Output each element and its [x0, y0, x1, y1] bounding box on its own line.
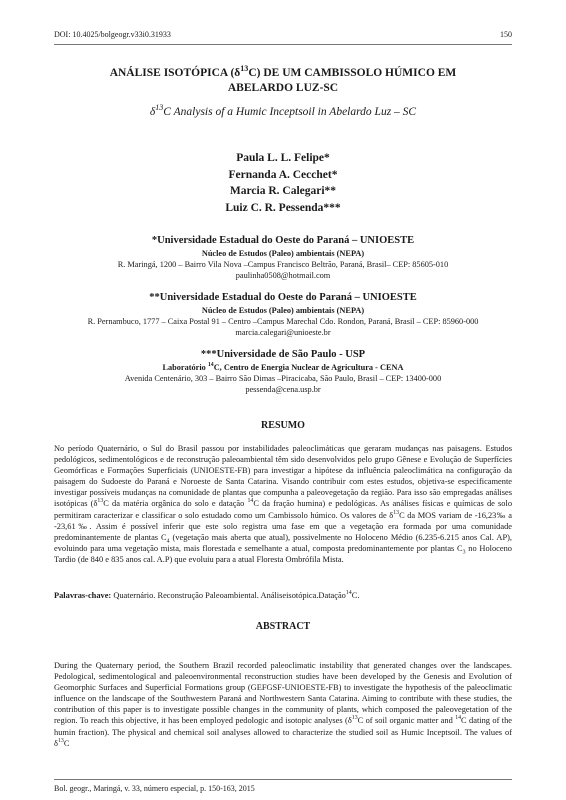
affiliation-university: *Universidade Estadual do Oeste do Paraná – UNIOESTE: [151, 235, 415, 246]
abstract-paragraph: [54, 660, 512, 749]
keywords-sup: 14: [345, 590, 352, 597]
author-list: [54, 150, 512, 216]
resumo-sub-2: 3: [462, 549, 466, 556]
affiliation-2: [40, 291, 526, 338]
affiliation-lab: [40, 362, 526, 373]
abstract-text-2: C of soil organic matter and: [357, 716, 456, 726]
affiliation-address: R. Maringá, 1200 – Bairro Vila Nova –Campus Francisco Beltrão, Paraná, Brasil– CEP: 85605-010: [117, 260, 449, 269]
title-line1-pre: ANÁLISE ISOTÓPICA (δ: [109, 67, 241, 79]
lab-pre: Laboratório: [162, 363, 208, 372]
abstract-sup-1: 13: [351, 715, 358, 722]
page-number: 150: [500, 30, 512, 39]
abstract-text-1: During the Quaternary period, the Southern Brazil recorded paleoclimatic instability that generated changes over the landscapes. Pedological, sedimentological and paleoenvironmental reconstruction studies have been developed by the Genesis and Evolution of Geomorphic Surfaces and Superficial Formations group (GEFGSF-UNIOESTE-FB) to investigate the hypothesis of the paleoclimatic influence on the landscape of the Southwestern Paraná and Northwestern Santa Catarina. Aiming to contribute with these studies, the contribution of this paper is to investigate possible changes in the community of plants, which composed the paleovegetation of the region. To reach this objective, it has been employed pedologic and isotopic analyses (δ: [54, 661, 512, 726]
keywords-end: C.: [351, 591, 360, 600]
lab-sup: 14: [207, 362, 214, 369]
abstract-heading: ABSTRACT: [255, 621, 311, 632]
keywords-text: Quaternário. Reconstrução Paleoambiental. Análiseisotópica.Datação: [111, 591, 346, 600]
paper-title: [54, 66, 512, 96]
resumo-text-5: (vegetação mais aberta que atual), possivelmente no Holoceno Médio (6.235-6.215 anos Cal. AP), evoluindo para uma vegetação mista, mais florestada e semelhante a atual, composta predominantemente por plantas C: [54, 532, 512, 553]
paper-subtitle: [54, 103, 512, 118]
affiliation-nucleus: Núcleo de Estudos (Paleo) ambientais (NEPA): [201, 249, 365, 258]
keywords-label: Palavras-chave:: [54, 591, 112, 600]
resumo-text-2: C da matéria orgânica do solo e datação: [103, 499, 248, 509]
abstract-sup-2: 14: [455, 715, 462, 722]
resumo-heading: RESUMO: [261, 420, 305, 431]
affiliation-address: Avenida Centenário, 303 – Bairro São Dimas –Piracicaba, São Paulo, Brasil – CEP: 13400-000: [124, 374, 442, 383]
title-line2: ABELARDO LUZ-SC: [227, 82, 339, 94]
subtitle-post: C Analysis of a Humic Inceptsoil in Abelardo Luz – SC: [163, 106, 417, 118]
resumo-sup-3: 13: [393, 509, 400, 516]
keywords: [54, 591, 512, 600]
affiliation-email: paulinha0508@hotmail.com: [235, 271, 331, 280]
lab-post: C, Centro de Energia Nuclear de Agricultura - CENA: [213, 363, 404, 372]
affiliation-address: R. Pernambuco, 1777 – Caixa Postal 91 – Centro –Campus Marechal Cdo. Rondon, Paraná, Brasil – CEP: 85960-000: [87, 317, 479, 326]
resumo-text-4: C da MOS variam de -16,23‰ a -23,61‰. Assim é possível inferir que este solo registra uma fase em que a vegetação era formada por uma comunidade predominantemente de plantas C: [54, 510, 512, 542]
affiliation-email: marcia.calegari@unioeste.br: [235, 328, 331, 337]
resumo-sup-1: 13: [97, 498, 104, 505]
title-line1-sup: 13: [240, 64, 249, 74]
doi-text: DOI: 10.4025/bolgeogr.v33i0.31933: [54, 30, 171, 39]
footer-rule: [54, 779, 512, 780]
author: Fernanda A. Cecchet*: [228, 168, 338, 181]
abstract-text-4: C: [63, 738, 70, 748]
affiliation-university: **Universidade Estadual do Oeste do Paraná – UNIOESTE: [149, 292, 417, 303]
resumo-text-1: No período Quaternário, o Sul do Brasil passou por instabilidades paleoclimáticas que geraram mudanças nas paisagens. Estudos pedológicos, sedimentológicos e de reconstrução paleoambiental têm sido desenvolvidos pelo grupo Gênese e Evolução de Superfícies Geomórficas e Formações Superficiais (UNIOESTE-FB) para investigar a hipótese da influência paleoclimática na configuração da paisagem do Sudoeste do Paraná e Noroeste de Santa Catarina. Visando contribuir com estes estudos, objetiva-se especificamente investigar possíveis mudanças na comunidade de plantas que compunha a paleovegetação da região. Para isso são empregadas análises isotópicas (δ: [54, 444, 512, 509]
resumo-sub-1: 4: [166, 538, 170, 545]
affiliation-1: [40, 234, 526, 281]
subtitle-sup: 13: [155, 103, 164, 113]
resumo-paragraph: [54, 443, 512, 565]
abstract-text-3: C dating of the humin fraction). The physical and chemical soil analyses allowed to characterize the studied soil as Humic Inceptsoil. The values of δ: [54, 716, 512, 748]
abstract-sup-3: 13: [57, 737, 64, 744]
running-header: [54, 30, 512, 39]
affiliation-university: ***Universidade de São Paulo - USP: [200, 349, 366, 360]
affiliation-email: pessenda@cena.usp.br: [245, 385, 321, 394]
affiliation-3: [40, 348, 526, 395]
title-line1-post: C) DE UM CAMBISSOLO HÚMICO EM: [248, 67, 457, 79]
footer-citation: Bol. geogr., Maringá, v. 33, número especial, p. 150-163, 2015: [54, 784, 255, 793]
resumo-text-3: C da fração humina) e pedológicas. As análises físicas e químicas de solo permitiram caracterizar e classificar o solo estudado como um Cambissolo húmico. Os valores de δ: [54, 499, 513, 520]
affiliation-nucleus: Núcleo de Estudos (Paleo) ambientais (NEPA): [201, 306, 365, 315]
author: Luiz C. R. Pessenda***: [225, 201, 341, 214]
resumo-text-6: no Holoceno Tardio (de 840 e 835 anos cal. A.P) que evoluiu para a atual Floresta Ombrófila Mista.: [54, 543, 512, 564]
subtitle-pre: δ: [149, 106, 156, 118]
resumo-sup-2: 14: [247, 498, 254, 505]
header-rule: [54, 44, 512, 45]
author: Marcia R. Calegari**: [229, 185, 337, 197]
author: Paula L. L. Felipe*: [236, 152, 330, 164]
